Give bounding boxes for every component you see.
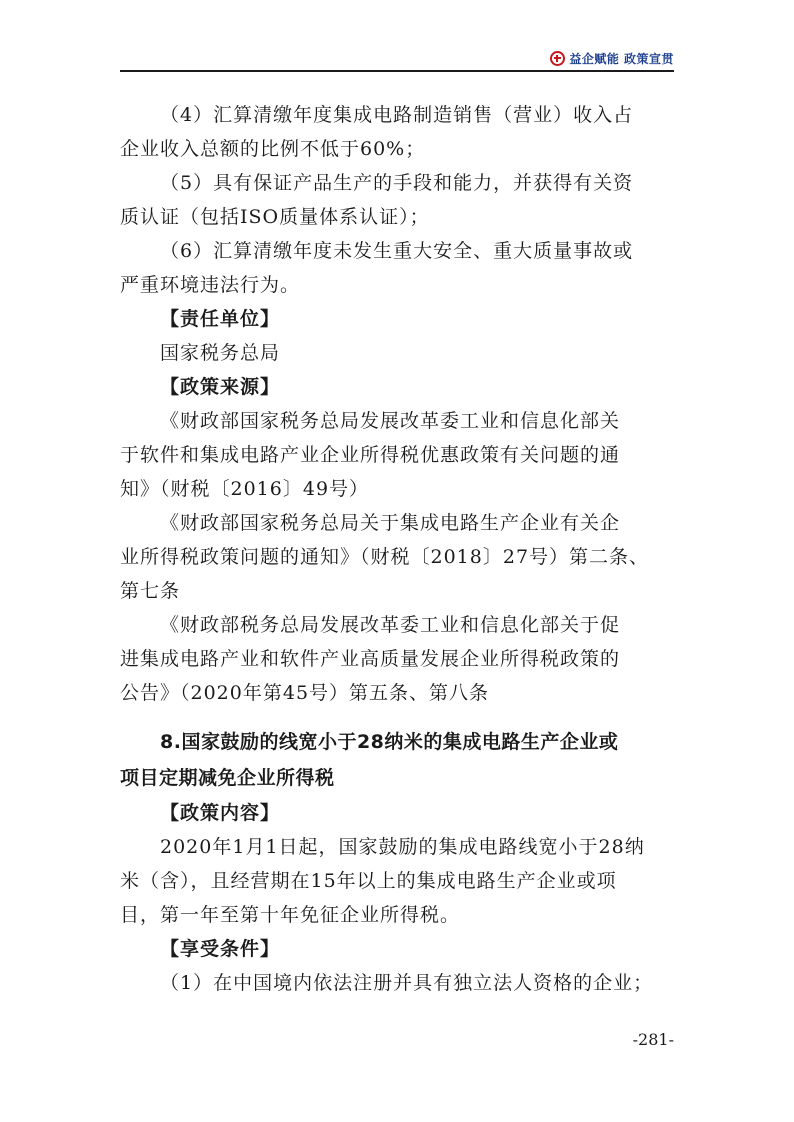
source-2-line-3: 第七条 <box>120 580 181 602</box>
source-2-line-1: 《财政部国家税务总局关于集成电路生产企业有关企 <box>160 512 621 534</box>
header-divider <box>120 70 674 72</box>
condition-5-line-2: 质认证（包括ISO质量体系认证）； <box>120 206 430 228</box>
policy-content-heading: 【政策内容】 <box>160 802 281 824</box>
page-number: -281- <box>632 1030 674 1049</box>
source-3-line-2: 进集成电路产业和软件产业高质量发展企业所得税政策的 <box>120 648 621 670</box>
condition-4-line-2: 企业收入总额的比例不低于60%； <box>120 138 426 160</box>
source-3-line-1: 《财政部税务总局发展改革委工业和信息化部关于促 <box>160 614 621 636</box>
section-8-title-line-2: 项目定期减免企业所得税 <box>120 767 335 789</box>
policy-content-line-3: 目，第一年至第十年免征企业所得税。 <box>120 904 461 926</box>
conditions-line-1: （1）在中国境内依法注册并具有独立法人资格的企业； <box>160 972 654 994</box>
policy-content-line-2: 米（含），且经营期在15年以上的集成电路生产企业或项 <box>120 870 617 892</box>
brand-name: 益企赋能 政策宣贯 <box>569 52 674 66</box>
responsibility-value: 国家税务总局 <box>160 342 281 364</box>
source-2-line-2: 业所得税政策问题的通知》（财税〔2018〕27号）第二条、 <box>120 546 650 568</box>
policy-content-line-1: 2020年1月1日起，国家鼓励的集成电路线宽小于28纳 <box>160 836 645 858</box>
brand-logo-icon <box>550 51 565 66</box>
conditions-heading: 【享受条件】 <box>160 938 281 960</box>
section-8-title-line-1: 8.国家鼓励的线宽小于28纳米的集成电路生产企业或 <box>160 731 619 753</box>
condition-6-line-1: （6）汇算清缴年度未发生重大安全、重大质量事故或 <box>160 240 634 262</box>
source-heading: 【政策来源】 <box>160 376 281 398</box>
header-logo <box>550 50 674 67</box>
source-1-line-1: 《财政部国家税务总局发展改革委工业和信息化部关 <box>160 410 621 432</box>
source-1-line-3: 知》（财税〔2016〕49号） <box>120 478 370 500</box>
source-1-line-2: 于软件和集成电路产业企业所得税优惠政策有关问题的通 <box>120 444 621 466</box>
source-3-line-3: 公告》（2020年第45号）第五条、第八条 <box>120 682 490 704</box>
section-spacer <box>120 710 674 724</box>
condition-5-line-1: （5）具有保证产品生产的手段和能力，并获得有关资 <box>160 172 634 194</box>
condition-4-line-1: （4）汇算清缴年度集成电路制造销售（营业）收入占 <box>160 104 634 126</box>
document-body <box>120 98 674 1000</box>
responsibility-heading: 【责任单位】 <box>160 308 281 330</box>
condition-6-line-2: 严重环境违法行为。 <box>120 274 301 296</box>
